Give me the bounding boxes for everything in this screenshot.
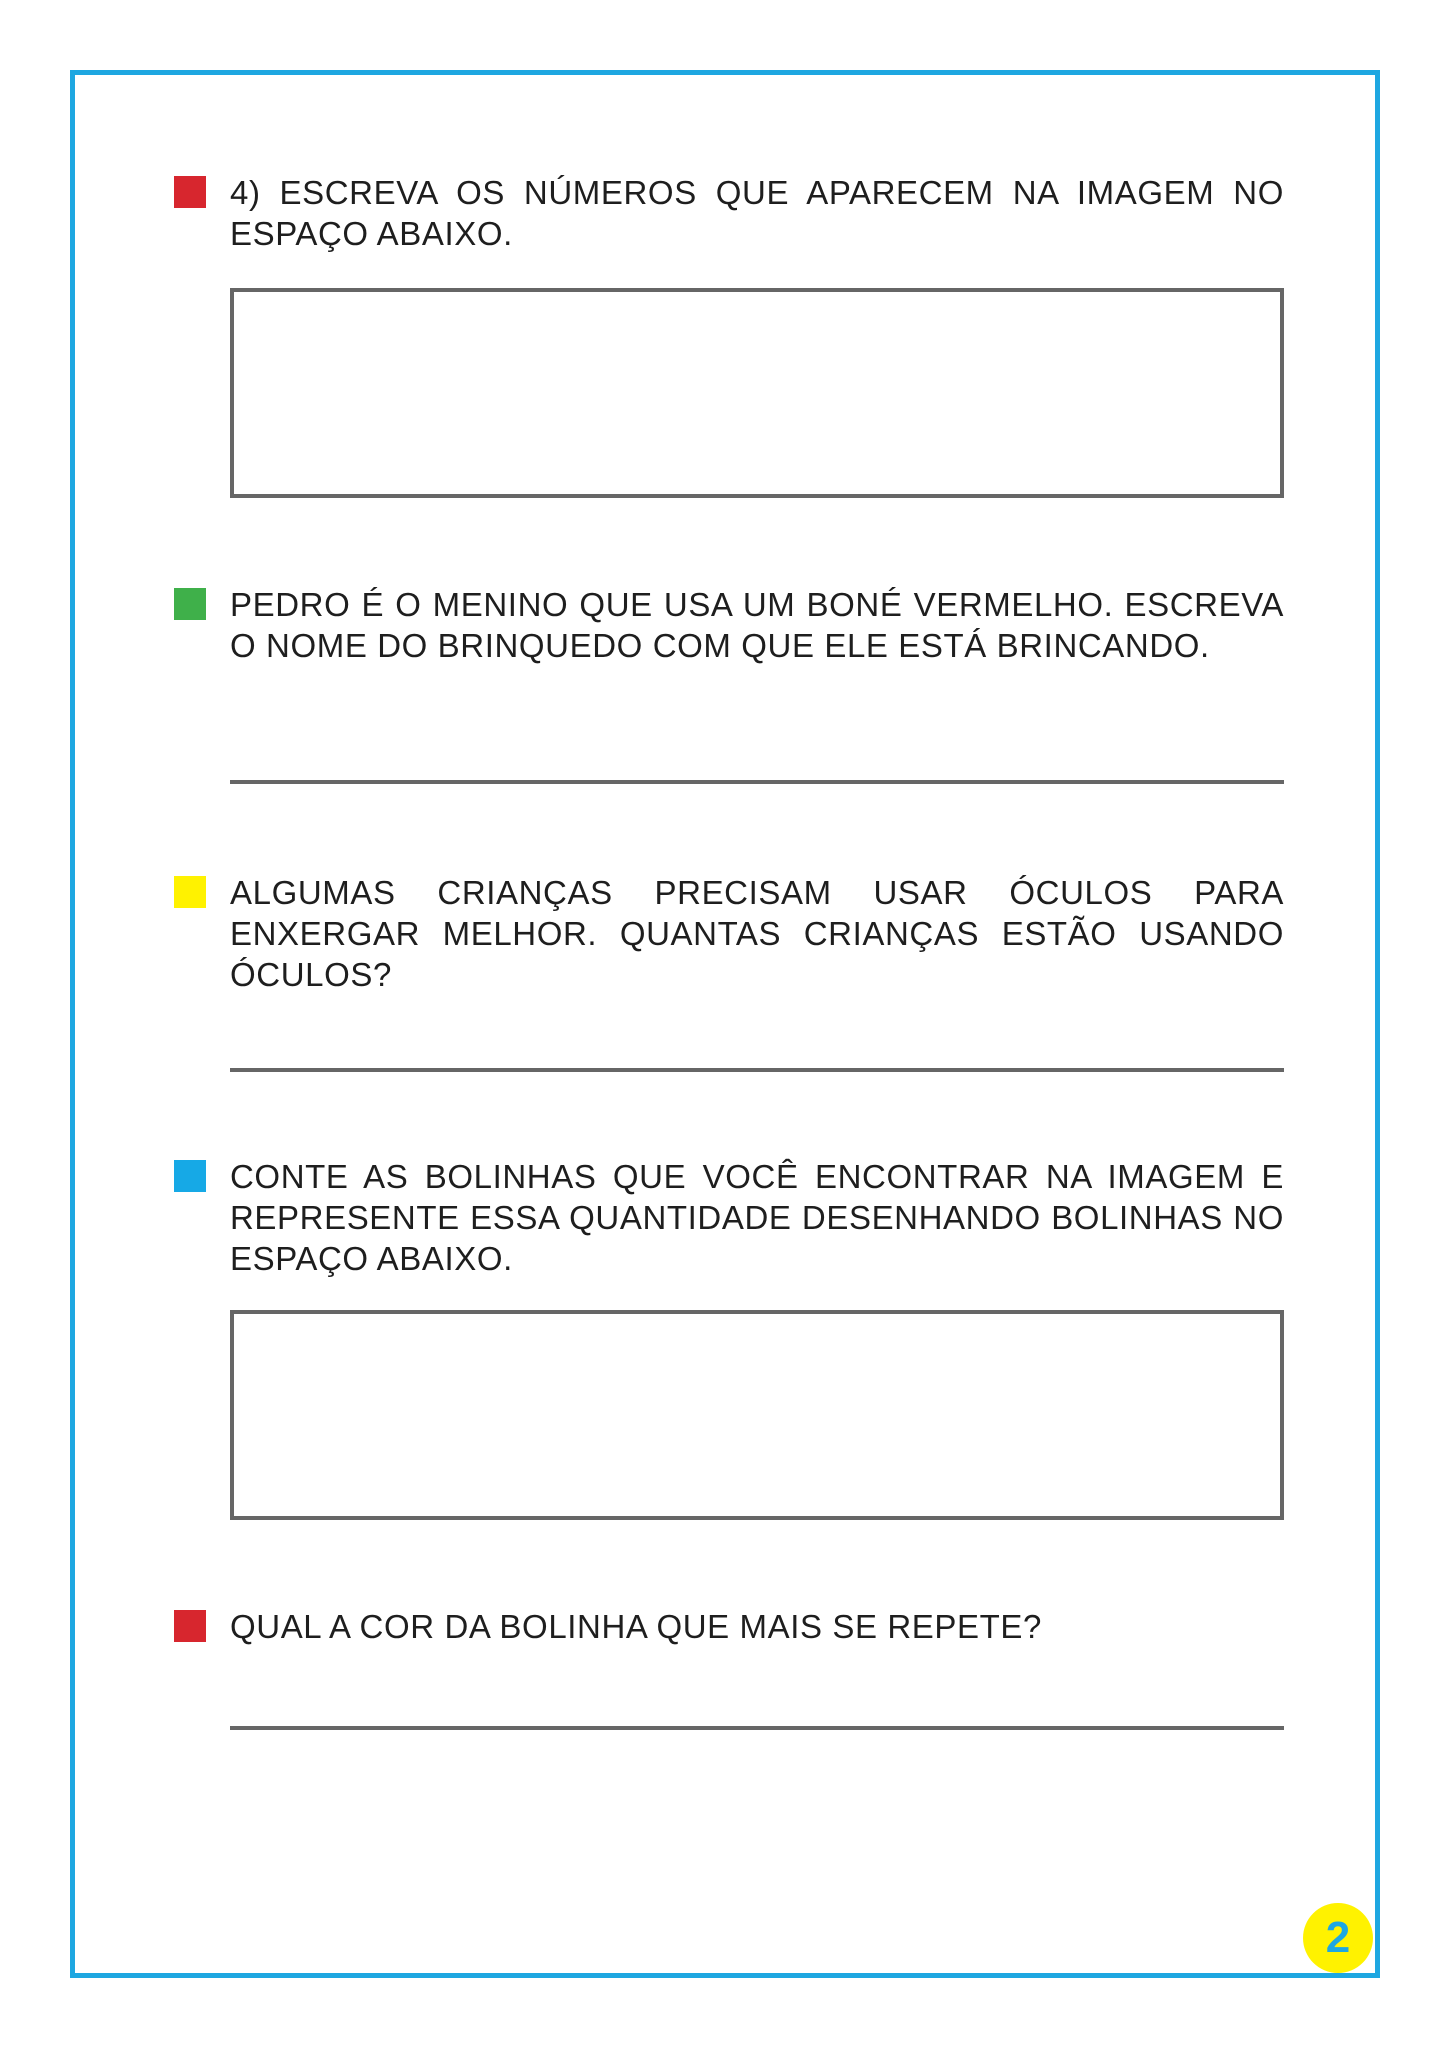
answer-line-2[interactable] bbox=[230, 780, 1284, 784]
page-number-badge bbox=[1303, 1903, 1373, 1973]
red-square-icon bbox=[174, 1610, 206, 1642]
question-5-text: QUAL A COR DA BOLINHA QUE MAIS SE REPETE? bbox=[230, 1608, 1042, 1645]
answer-line-3[interactable] bbox=[230, 1068, 1284, 1072]
answer-box-4[interactable] bbox=[230, 1310, 1284, 1520]
question-1-text: 4) ESCREVA OS NÚMEROS QUE APARECEM NA IMAGEM NO ESPAÇO ABAIXO. bbox=[230, 174, 1284, 252]
answer-box-1[interactable] bbox=[230, 288, 1284, 498]
page-number: 2 bbox=[1325, 1913, 1351, 1962]
yellow-square-icon bbox=[174, 876, 206, 908]
red-square-icon bbox=[174, 176, 206, 208]
question-4-text: CONTE AS BOLINHAS QUE VOCÊ ENCONTRAR NA IMAGEM E REPRESENTE ESSA QUANTIDADE DESENHANDO BOLINHAS NO ESPAÇO ABAIXO. bbox=[230, 1158, 1284, 1277]
answer-line-5[interactable] bbox=[230, 1726, 1284, 1730]
green-square-icon bbox=[174, 588, 206, 620]
blue-square-icon bbox=[174, 1160, 206, 1192]
question-2-text: PEDRO É O MENINO QUE USA UM BONÉ VERMELHO. ESCREVA O NOME DO BRINQUEDO COM QUE ELE ESTÁ BRINCANDO. bbox=[230, 586, 1284, 664]
question-3-text: ALGUMAS CRIANÇAS PRECISAM USAR ÓCULOS PARA ENXERGAR MELHOR. QUANTAS CRIANÇAS ESTÃO USANDO ÓCULOS? bbox=[230, 874, 1284, 993]
